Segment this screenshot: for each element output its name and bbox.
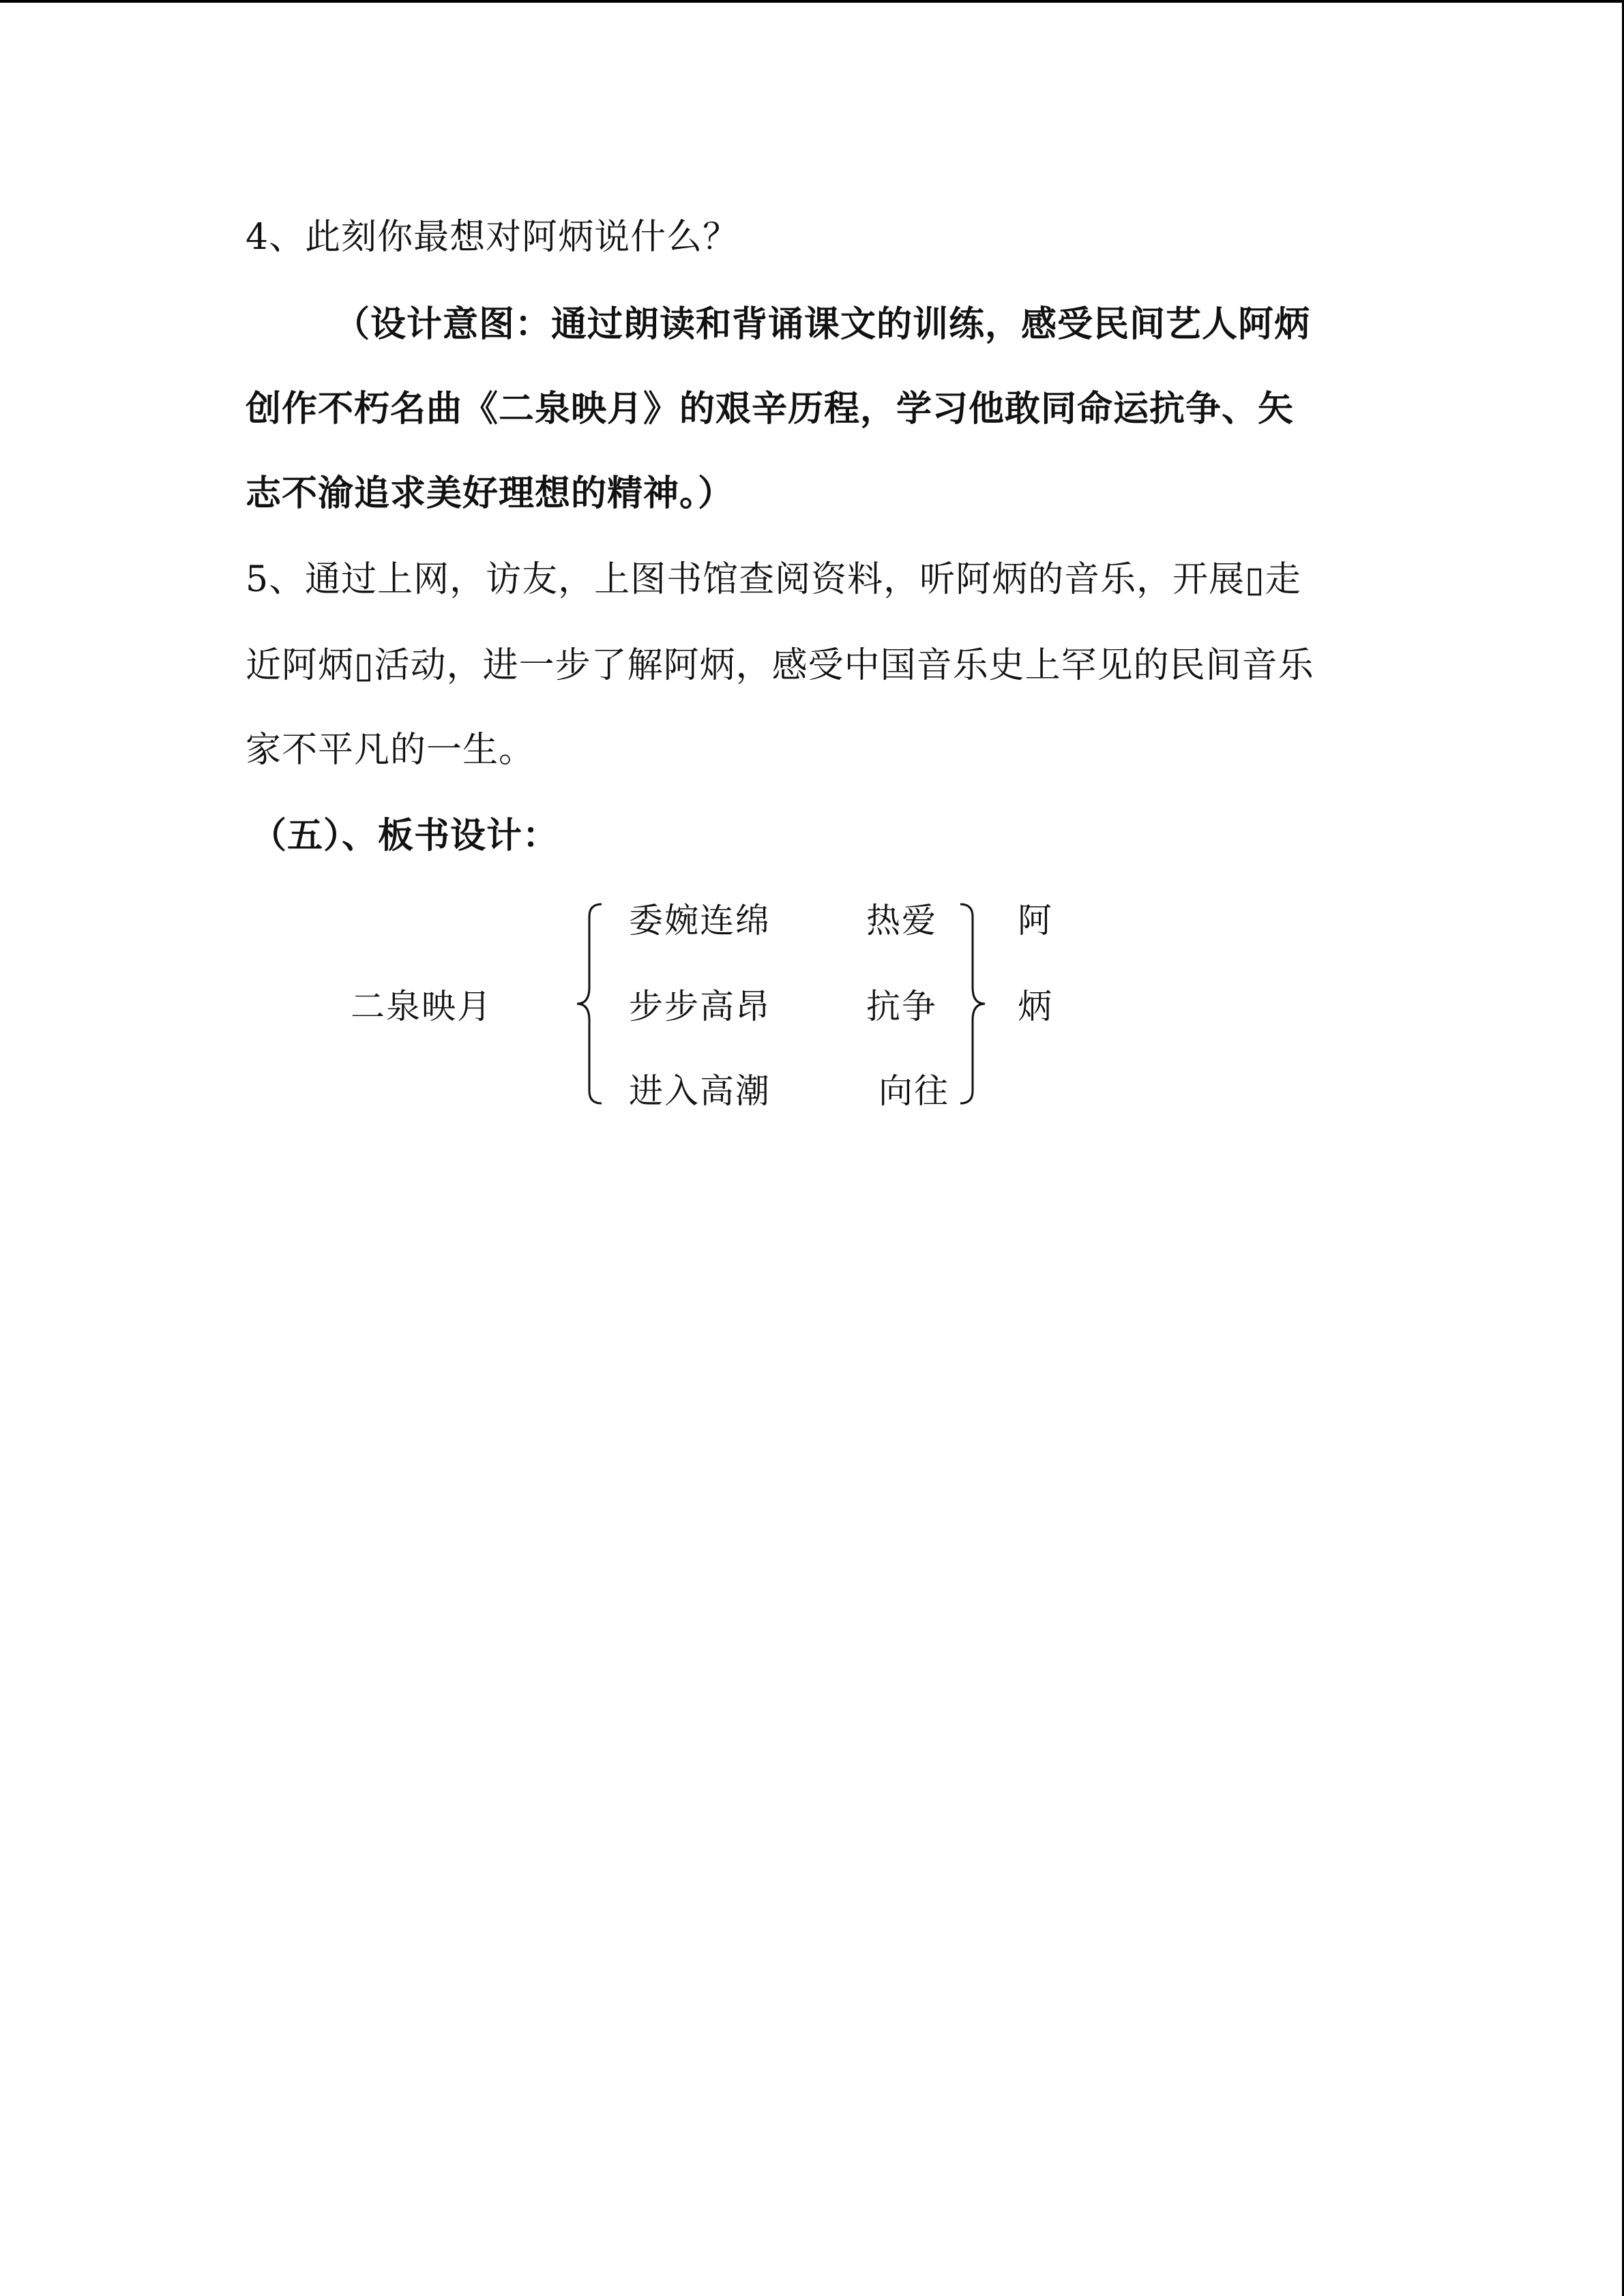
question-5-line-2: 近阿炳▯活动，进一步了解阿炳，感受中国音乐史上罕见的民间音乐 bbox=[246, 645, 1314, 686]
design-intent-line-3: 志不渝追求美好理想的精神。） bbox=[246, 473, 735, 514]
board-right-item-3: 向往 bbox=[879, 1071, 949, 1111]
board-right-item-1: 热爱 bbox=[866, 901, 937, 940]
question-4: 4、此刻你最想对阿炳说什么？ bbox=[246, 217, 739, 258]
board-left-item-2: 步步高昂 bbox=[629, 987, 771, 1026]
board-side-char-2: 炳 bbox=[1018, 987, 1053, 1026]
top-border bbox=[0, 0, 1624, 3]
question-5-line-3: 家不平凡的一生。 bbox=[246, 730, 535, 771]
board-title: 二泉映月 bbox=[351, 987, 492, 1026]
question-5-line-1: 5、通过上网，访友，上图书馆查阅资料，听阿炳的音乐，开展▯走 bbox=[246, 559, 1301, 600]
board-left-item-1: 委婉连绵 bbox=[629, 901, 771, 940]
design-intent-line-2: 创作不朽名曲《二泉映月》的艰辛历程，学习他敢同命运抗争、矢 bbox=[246, 388, 1295, 430]
design-intent-line-1: （设计意图：通过朗读和背诵课文的训练，感受民间艺人阿炳 bbox=[334, 303, 1311, 345]
section-heading: （五）、板书设计： bbox=[251, 815, 559, 856]
board-left-item-3: 进入高潮 bbox=[629, 1071, 771, 1111]
right-brace bbox=[954, 901, 994, 1106]
left-brace bbox=[573, 901, 614, 1106]
board-side-char-1: 阿 bbox=[1018, 901, 1053, 940]
board-right-item-2: 抗争 bbox=[866, 987, 937, 1026]
